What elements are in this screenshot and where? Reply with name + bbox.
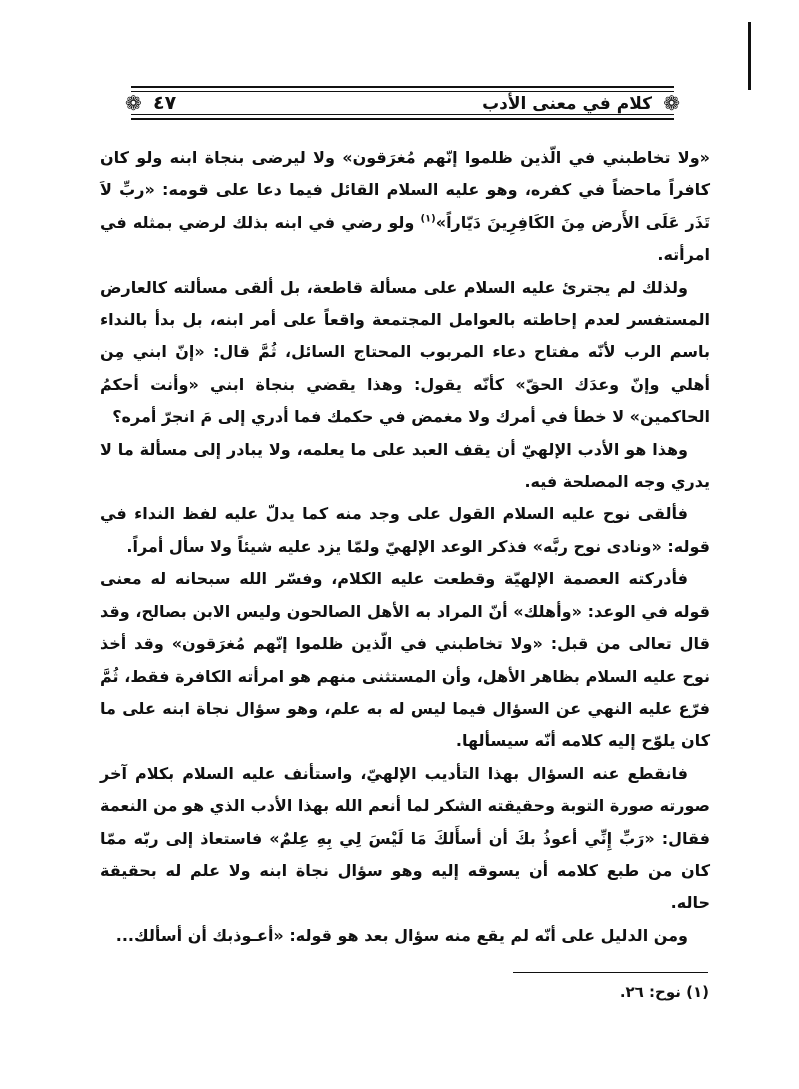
header-ornament-right: ❁ <box>663 91 680 115</box>
running-title: كلام في معنى الأدب <box>482 94 652 114</box>
page-edge-line <box>748 22 751 90</box>
paragraph-1 <box>100 142 710 272</box>
paragraph-1-text: «ولا تخاطبني في الّذين ظلموا إنّهم مُغرَقون» ولا ليرضى بنجاة ابنه ولو كان كافراً ماحضاً في كفره، وهو عليه السلام القائل فيما دعا على قومه: «ربِّ لاَ تَذَر عَلَى الأَرض مِنَ الكَافِرِينَ دَيّاراً» <box>100 148 710 232</box>
header-ornament-left: ❁ <box>125 91 142 115</box>
paragraph-6: فانقطع عنه السؤال بهذا التأديب الإلهيّ، واستأنف عليه السلام بكلام آخر صورته صورة التوبة وحقيقته الشكر لما أنعم الله بهذا الأدب الذي هو من النعمة فقال: «رَبِّ إِنِّي أعوذُ بكَ أن أسأَلكَ مَا لَيْسَ لِي بِهِ عِلمٌ» فاستعاذ إلى ربّه ممّا كان من طبع كلامه أن يسوقه إليه وهو سؤال نجاة ابنه ولا علم له بحقيقة حاله. <box>100 763 710 913</box>
paragraph-2: ولذلك لم يجترئ عليه السلام على مسألة قاطعة، بل ألقى مسألته كالعارض المستفسر لعدم إحاطته بالعوامل المجتمعة واقعاً على أمر ابنه، بل بدأ بالنداء باسم الرب لأنّه مفتاح دعاء المربوب المحتاج السائل، ثُمَّ قال: «إنّ ابني مِن أهلي وإنّ وعدَك الحقّ» كأنّه يقول: وهذا يقضي بنجاة ابني «وأنت أحكمُ الحاكمين» لا خطأ في أمرك ولا مغمض في حكمك فما أدري إلى مَ انجرّ أمره؟ <box>100 277 710 427</box>
paragraph-4: فألقى نوح عليه السلام القول على وجد منه كما يدلّ عليه لفظ النداء في قوله: «ونادى نوح ربَّه» فذكر الوعد الإلهيّ ولمّا يزد عليه شيئاً ولا سأل أمراً. <box>100 504 710 556</box>
paragraph-1-text-after: ولو رضي في ابنه بذلك لرضي بمثله في امرأته. <box>100 212 710 265</box>
paragraph-7: ومن الدليل على أنّه لم يقع منه سؤال بعد هو قوله: «أعـوذبك أن أسألك... <box>115 925 688 945</box>
body-text <box>100 142 710 952</box>
paragraph-5: فأدركته العصمة الإلهيّة وقطعت عليه الكلام، وفسّر الله سبحانه له معنى قوله في الوعد: «وأهلك» أنّ المراد به الأهل الصالحون وليس الابن بصالح، وقد قال تعالى من قبل: «ولا تخاطبني في الّذين ظلموا إنّهم مُغرَقون» وقد أخذ نوح عليه السلام بظاهر الأهل، وأن المستثنى منهم هو امرأته الكافرة فقط، ثُمَّ فرّع عليه النهي عن السؤال فيما ليس له به علم، وهو سؤال نجاة ابنه على ما كان يلوّح إليه كلامه أنّه سيسألها. <box>100 569 710 751</box>
running-header <box>125 86 680 120</box>
footnote-separator <box>513 972 708 973</box>
page-number: ٤٧ <box>153 92 177 114</box>
footnote-ref: (١) <box>420 213 436 225</box>
paragraph-3: وهذا هو الأدب الإلهيّ أن يقف العبد على ما يعلمه، ولا يبادر إلى مسألة ما لا يدري وجه المصلحة فيه. <box>100 439 710 492</box>
footnote: (١) نوح: ٢٦. <box>619 983 709 1001</box>
